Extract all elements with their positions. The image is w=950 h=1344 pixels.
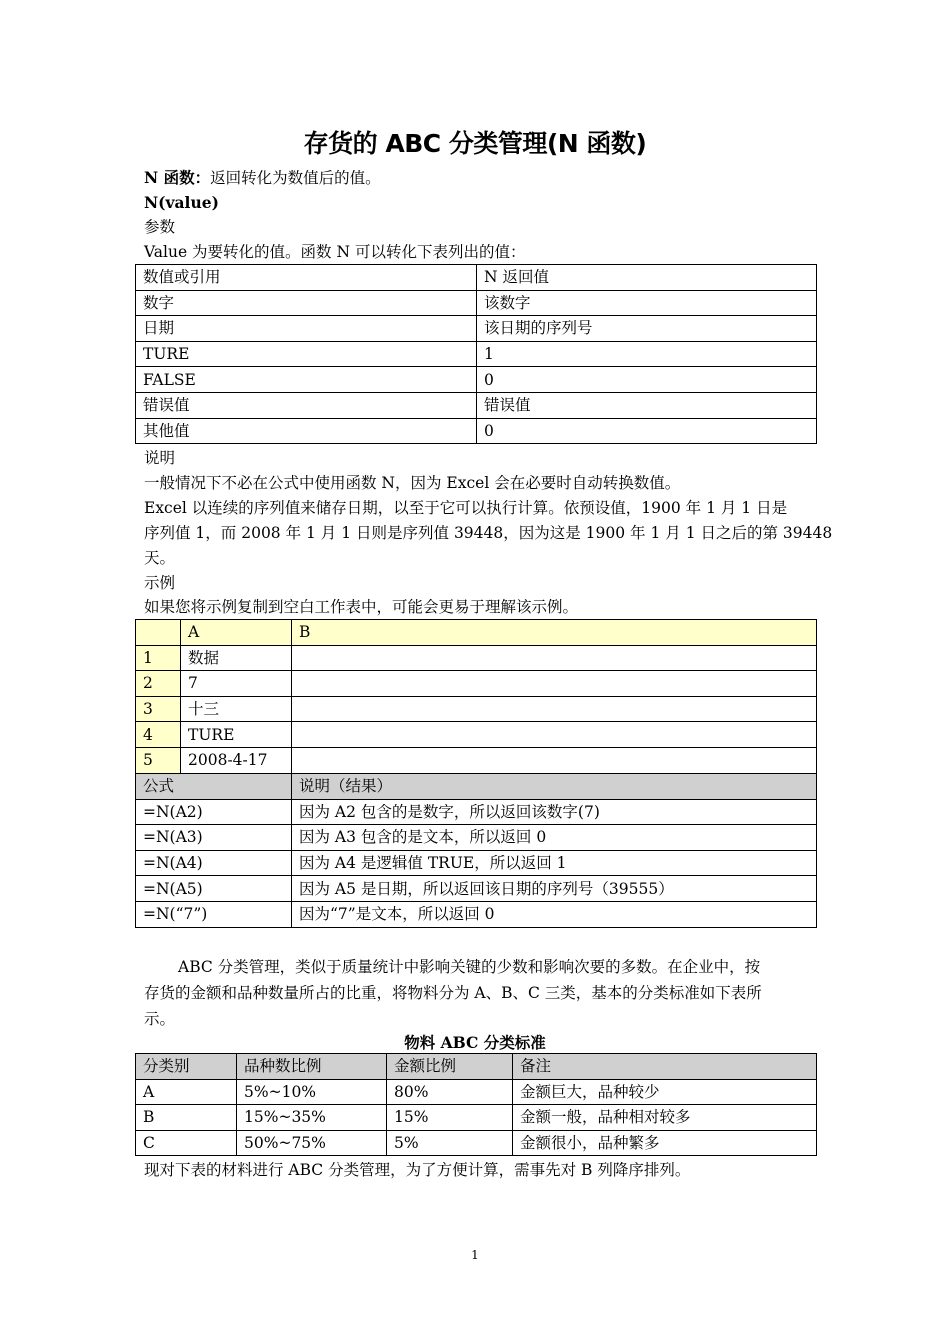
description-cell: 因为 A5 是日期，所以返回该日期的序列号（39555） xyxy=(292,876,817,902)
table-cell: 该数字 xyxy=(477,290,817,316)
column-header-cell: B xyxy=(292,620,817,646)
table-cell: 该日期的序列号 xyxy=(477,316,817,342)
table-row xyxy=(136,1079,817,1105)
description-cell: 因为 A2 包含的是数字，所以返回该数字(7) xyxy=(292,799,817,825)
table-cell xyxy=(292,747,817,773)
notes-line: Excel 以连续的序列值来储存日期，以至于它可以执行计算。依预设值，1900 年 1 月 1 日是 xyxy=(144,499,788,517)
function-description: 返回转化为数值后的值。 xyxy=(210,169,381,187)
formula-cell: =N(“7”) xyxy=(136,901,292,927)
table-cell xyxy=(292,671,817,697)
table-cell: 0 xyxy=(477,418,817,444)
table-header-cell: 分类别 xyxy=(136,1054,237,1080)
formula-header-row xyxy=(136,774,817,800)
table-header-cell: 金额比例 xyxy=(387,1054,513,1080)
table-header-cell: 数值或引用 xyxy=(136,265,477,291)
table-cell: 数据 xyxy=(181,645,292,671)
table-cell: A xyxy=(136,1079,237,1105)
formula-table xyxy=(135,773,817,928)
table-cell: C xyxy=(136,1130,237,1156)
table-row xyxy=(136,850,817,876)
table-cell: TURE xyxy=(136,341,477,367)
table-header-cell: 品种数比例 xyxy=(237,1054,387,1080)
column-header-cell: A xyxy=(181,620,292,646)
table-row xyxy=(136,876,817,902)
table-cell: 金额很小，品种繁多 xyxy=(513,1130,817,1156)
table-cell: TURE xyxy=(181,722,292,748)
example-table xyxy=(135,619,817,774)
table-header-cell: 公式 xyxy=(136,774,292,800)
table-cell: 5%~10% xyxy=(237,1079,387,1105)
page-number: 1 xyxy=(471,1248,479,1262)
conversion-table xyxy=(135,264,817,444)
table-row xyxy=(136,1130,817,1156)
table-cell: 金额巨大，品种较少 xyxy=(513,1079,817,1105)
table-cell: FALSE xyxy=(136,367,477,393)
row-number-cell: 1 xyxy=(136,645,181,671)
formula-cell: =N(A5) xyxy=(136,876,292,902)
table-row xyxy=(136,1105,817,1131)
table-row xyxy=(136,367,817,393)
corner-cell xyxy=(136,620,181,646)
table-caption: 物料 ABC 分类标准 xyxy=(404,1033,546,1052)
params-heading: 参数 xyxy=(144,218,176,236)
table-cell: 50%~75% xyxy=(237,1130,387,1156)
table-row xyxy=(136,747,817,773)
notes-heading: 说明 xyxy=(144,449,176,467)
table-cell: 5% xyxy=(387,1130,513,1156)
formula-cell: =N(A3) xyxy=(136,825,292,851)
table-cell: 金额一般，品种相对较多 xyxy=(513,1105,817,1131)
notes-line: 一般情况下不必在公式中使用函数 N，因为 Excel 会在必要时自动转换数值。 xyxy=(144,474,681,492)
example-heading: 示例 xyxy=(144,574,176,592)
notes-line: 序列值 1，而 2008 年 1 月 1 日则是序列值 39448，因为这是 1900 年 1 月 1 日之后的第 39448 xyxy=(144,524,833,542)
table-row xyxy=(136,392,817,418)
table-cell: 十三 xyxy=(181,696,292,722)
table-header-cell: 备注 xyxy=(513,1054,817,1080)
table-cell xyxy=(292,645,817,671)
formula-cell: =N(A4) xyxy=(136,850,292,876)
table-cell: 错误值 xyxy=(136,392,477,418)
row-number-cell: 5 xyxy=(136,747,181,773)
table-cell: 80% xyxy=(387,1079,513,1105)
page-title: 存货的 ABC 分类管理(N 函数) xyxy=(303,129,647,158)
table-row xyxy=(136,341,817,367)
table-cell xyxy=(292,696,817,722)
table-row xyxy=(136,290,817,316)
table-row xyxy=(136,799,817,825)
description-cell: 因为 A4 是逻辑值 TRUE，所以返回 1 xyxy=(292,850,817,876)
table-cell: 15% xyxy=(387,1105,513,1131)
description-cell: 因为“7”是文本，所以返回 0 xyxy=(292,901,817,927)
function-label: N 函数： xyxy=(144,168,211,187)
table-row xyxy=(136,671,817,697)
table-cell: B xyxy=(136,1105,237,1131)
paragraph-line: 示。 xyxy=(144,1010,176,1028)
abc-standard-table xyxy=(135,1053,817,1156)
row-number-cell: 4 xyxy=(136,722,181,748)
table-row xyxy=(136,316,817,342)
table-cell: 7 xyxy=(181,671,292,697)
function-syntax: N(value) xyxy=(144,193,219,212)
function-definition xyxy=(144,168,816,188)
table-header-cell: N 返回值 xyxy=(477,265,817,291)
abc-paragraph xyxy=(144,954,816,1032)
table-cell: 错误值 xyxy=(477,392,817,418)
table-cell: 数字 xyxy=(136,290,477,316)
table-row xyxy=(136,825,817,851)
table-header-row xyxy=(136,1054,817,1080)
table-cell: 15%~35% xyxy=(237,1105,387,1131)
table-cell xyxy=(292,722,817,748)
formula-cell: =N(A2) xyxy=(136,799,292,825)
row-number-cell: 2 xyxy=(136,671,181,697)
table-header-cell: 说明（结果） xyxy=(292,774,817,800)
column-header-row xyxy=(136,620,817,646)
table-cell: 0 xyxy=(477,367,817,393)
params-text: Value 为要转化的值。函数 N 可以转化下表列出的值： xyxy=(144,243,526,261)
closing-text: 现对下表的材料进行 ABC 分类管理，为了方便计算，需事先对 B 列降序排列。 xyxy=(144,1161,691,1179)
notes-line: 天。 xyxy=(144,549,176,567)
table-row xyxy=(136,645,817,671)
description-cell: 因为 A3 包含的是文本，所以返回 0 xyxy=(292,825,817,851)
paragraph-line: ABC 分类管理，类似于质量统计中影响关键的少数和影响次要的多数。在企业中，按 xyxy=(178,958,761,976)
table-header-row xyxy=(136,265,817,291)
table-row xyxy=(136,901,817,927)
table-cell: 日期 xyxy=(136,316,477,342)
row-number-cell: 3 xyxy=(136,696,181,722)
paragraph-line: 存货的金额和品种数量所占的比重，将物料分为 A、B、C 三类，基本的分类标准如下表所 xyxy=(144,984,762,1002)
example-intro: 如果您将示例复制到空白工作表中，可能会更易于理解该示例。 xyxy=(144,598,579,616)
table-cell: 2008-4-17 xyxy=(181,747,292,773)
table-row xyxy=(136,418,817,444)
table-cell: 1 xyxy=(477,341,817,367)
table-cell: 其他值 xyxy=(136,418,477,444)
table-row xyxy=(136,696,817,722)
table-row xyxy=(136,722,817,748)
